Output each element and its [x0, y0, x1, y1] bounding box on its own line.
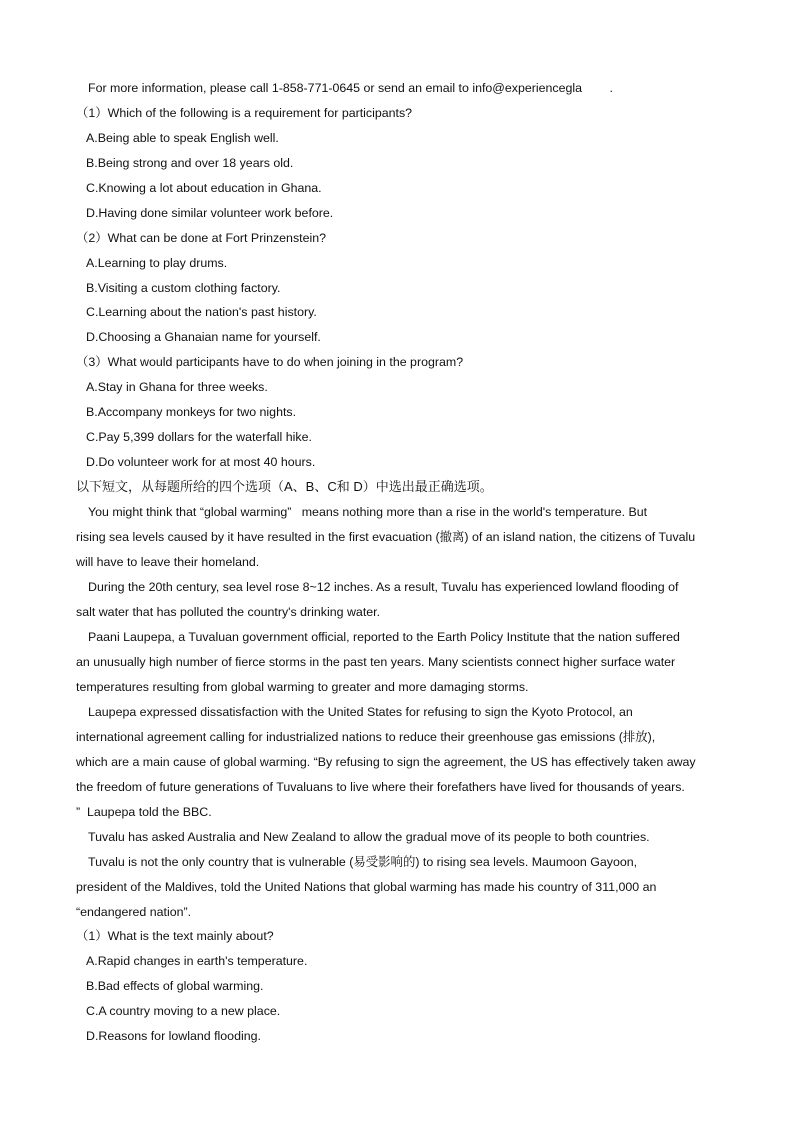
passage-line: Paani Laupepa, a Tuvaluan government official, reported to the Earth Policy Institute that the nation suffered	[88, 630, 680, 644]
passage2-question-1-option-d: D.Reasons for lowland flooding.	[86, 1029, 261, 1043]
passage-line: Tuvalu is not the only country that is vulnerable (易受影响的) to rising sea levels. Maumoon Gayoon,	[88, 855, 638, 869]
passage-line: “endangered nation”.	[76, 905, 192, 919]
passage-line: rising sea levels caused by it have resulted in the first evacuation (撤离) of an island nation, the citizens of Tuvalu	[76, 530, 696, 544]
passage-line: international agreement calling for industrialized nations to reduce their greenhouse gas emissions (排放),	[76, 730, 656, 744]
passage-line: temperatures resulting from global warming to greater and more damaging storms.	[76, 680, 529, 694]
question-3-option-c: C.Pay 5,399 dollars for the waterfall hike.	[86, 430, 312, 444]
question-1-option-b: B.Being strong and over 18 years old.	[86, 156, 294, 170]
question-1-option-a: A.Being able to speak English well.	[86, 131, 279, 145]
passage-line: which are a main cause of global warming. “By refusing to sign the agreement, the US has effectively taken away	[76, 755, 696, 769]
question-2-option-c: C.Learning about the nation's past history.	[86, 305, 317, 319]
passage2-question-1-option-a: A.Rapid changes in earth's temperature.	[86, 954, 308, 968]
passage-line: ” Laupepa told the BBC.	[76, 805, 212, 819]
question-1-option-c: C.Knowing a lot about education in Ghana.	[86, 181, 322, 195]
question-3-option-a: A.Stay in Ghana for three weeks.	[86, 380, 268, 394]
passage-line: Tuvalu has asked Australia and New Zealand to allow the gradual move of its people to both countries.	[88, 830, 650, 844]
question-2-stem: （2）What can be done at Fort Prinzenstein?	[76, 231, 327, 245]
passage2-question-1-option-b: B.Bad effects of global warming.	[86, 979, 264, 993]
passage-line: an unusually high number of fierce storms in the past ten years. Many scientists connect higher surface water	[76, 655, 676, 669]
passage-line: president of the Maldives, told the United Nations that global warming has made his country of 311,000 an	[76, 880, 657, 894]
question-3-option-b: B.Accompany monkeys for two nights.	[86, 405, 297, 419]
question-2-option-a: A.Learning to play drums.	[86, 256, 228, 270]
passage-line: will have to leave their homeland.	[76, 555, 260, 569]
question-2-option-b: B.Visiting a custom clothing factory.	[86, 281, 281, 295]
section-instruction: 以下短文，从每题所给的四个选项（A、B、C和 D）中选出最正确选项。	[76, 479, 493, 494]
passage-line: salt water that has polluted the country's drinking water.	[76, 605, 381, 619]
question-2-option-d: D.Choosing a Ghanaian name for yourself.	[86, 330, 321, 344]
question-3-option-d: D.Do volunteer work for at most 40 hours.	[86, 455, 316, 469]
passage2-question-1-stem: （1）What is the text mainly about?	[76, 929, 274, 943]
question-3-stem: （3）What would participants have to do when joining in the program?	[76, 355, 464, 369]
passage-line: Laupepa expressed dissatisfaction with the United States for refusing to sign the Kyoto Protocol, an	[88, 705, 633, 719]
passage2-question-1-option-c: C.A country moving to a new place.	[86, 1004, 281, 1018]
question-1-option-d: D.Having done similar volunteer work before.	[86, 206, 334, 220]
question-1-stem: （1）Which of the following is a requirement for participants?	[76, 106, 413, 120]
passage-line: During the 20th century, sea level rose 8~12 inches. As a result, Tuvalu has experienced lowland flooding of	[88, 580, 679, 594]
passage-line: the freedom of future generations of Tuvaluans to live where their forefathers have lived for thousands of years.	[76, 780, 685, 794]
passage-line: You might think that “global warming” means nothing more than a rise in the world's temperature. But	[88, 505, 648, 519]
contact-info-line: For more information, please call 1-858-771-0645 or send an email to info@experiencegla .	[88, 81, 614, 95]
